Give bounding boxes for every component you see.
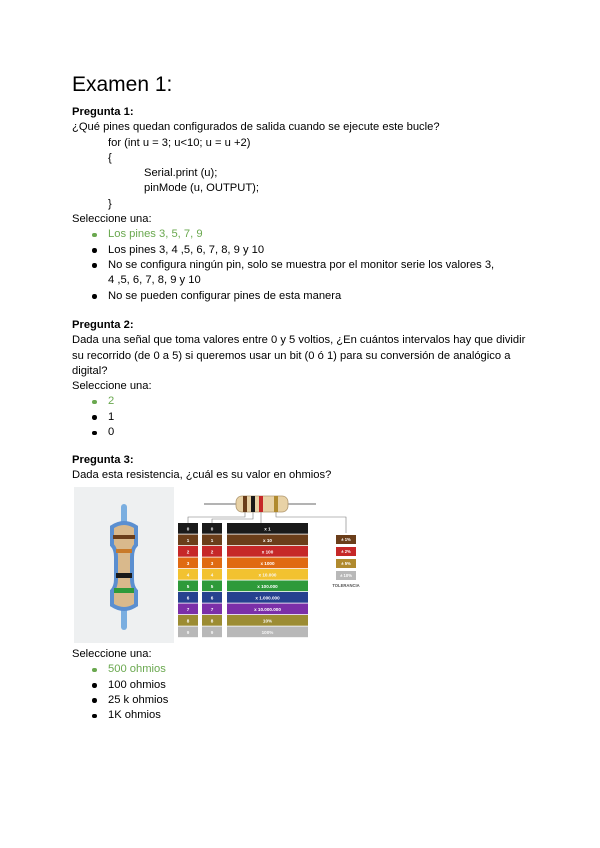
multiplier-label: x 1.000.000 [255, 595, 280, 601]
question-3-options [72, 647, 542, 723]
multiplier-label: x 10.000 [258, 572, 277, 578]
digit-label: 1 [210, 537, 214, 543]
option-item[interactable]: 100 ohmios [72, 678, 542, 693]
options-list [72, 227, 542, 303]
question-1-text: ¿Qué pines quedan configurados de salida cuando se ejecute este bucle? [72, 121, 440, 134]
digit-label: 8 [186, 618, 190, 624]
option-item[interactable]: 1K ohmios [72, 708, 542, 723]
digit-label: 5 [186, 583, 190, 589]
code-line: for (int u = 3; u<10; u = u +2) [108, 136, 251, 149]
resistor-image [74, 487, 174, 643]
options-list [72, 662, 542, 723]
question-1 [72, 105, 542, 304]
digit-label: 8 [210, 618, 214, 624]
question-2 [72, 318, 542, 440]
multiplier-label: 100% [261, 629, 274, 635]
option-item[interactable]: Los pines 3, 5, 7, 9 [72, 227, 542, 242]
multiplier-label: x 1 [264, 526, 271, 532]
digit-label: 0 [186, 526, 190, 532]
resistor-icon [74, 487, 174, 643]
question-3-heading: Pregunta 3: [72, 454, 134, 466]
code-line: pinMode (u, OUTPUT); [144, 182, 260, 195]
tolerance-value: ± 2% [341, 549, 351, 555]
option-item[interactable]: 0 [72, 425, 542, 440]
option-item[interactable]: No se pueden configurar pines de esta manera [72, 289, 542, 304]
select-prompt: Seleccione una: [72, 213, 152, 226]
question-2-text: Dada una señal que toma valores entre 0 y 5 voltios, ¿En cuántos intervalos hay que dividir su recorrido (de 0 a 5) si queremos usar un bit (0 ó 1) para su conversión de analógico a digital? [72, 334, 526, 377]
multiplier-label: x 100 [261, 549, 274, 555]
digit-label: 0 [210, 526, 214, 532]
multiplier-label: 10% [262, 618, 273, 624]
digit-label: 6 [210, 595, 214, 601]
digit-label: 9 [210, 629, 214, 635]
option-item[interactable]: 1 [72, 410, 542, 425]
question-3-text: Dada esta resistencia, ¿cuál es su valor en ohmios? [72, 469, 332, 482]
code-block [72, 136, 542, 212]
digit-label: 3 [210, 560, 214, 566]
digit-label: 5 [210, 583, 214, 589]
color-code-chart [176, 487, 426, 643]
question-1-heading: Pregunta 1: [72, 106, 134, 118]
select-prompt: Seleccione una: [72, 380, 152, 393]
digit-label: 3 [186, 560, 190, 566]
select-prompt: Seleccione una: [72, 648, 152, 660]
digit-label: 7 [210, 606, 214, 612]
digit-label: 9 [186, 629, 190, 635]
multiplier-label: x 10 [263, 537, 272, 543]
digit-label: 4 [186, 572, 190, 578]
tolerance-value: ± 1% [341, 537, 351, 543]
digit-label: 4 [210, 572, 214, 578]
multiplier-label: x 10.000.000 [254, 606, 281, 612]
tolerance-value: ± 10% [340, 573, 352, 579]
color-code-image [176, 487, 426, 643]
page-title: Examen 1: [72, 73, 173, 96]
digit-label: 7 [186, 606, 190, 612]
option-item[interactable]: 500 ohmios [72, 662, 542, 677]
option-item[interactable]: No se configura ningún pin, solo se muestra por el monitor serie los valores 3, 4 ,5, 6, 7, 8, 9 y 10 [72, 258, 542, 289]
digit-label: 2 [186, 549, 190, 555]
options-list [72, 394, 542, 440]
question-3 [72, 453, 542, 484]
option-item[interactable]: 25 k ohmios [72, 693, 542, 708]
question-2-heading: Pregunta 2: [72, 319, 134, 331]
digit-label: 2 [210, 549, 214, 555]
option-item[interactable]: 2 [72, 394, 542, 409]
multiplier-label: x 100.000 [257, 583, 278, 589]
digit-label: 1 [186, 537, 190, 543]
tolerance-value: ± 5% [341, 561, 351, 567]
tolerance-label: TOLERANCIA [332, 583, 360, 588]
option-item[interactable]: Los pines 3, 4 ,5, 6, 7, 8, 9 y 10 [72, 243, 542, 258]
code-line: Serial.print (u); [144, 167, 218, 180]
code-line: } [108, 197, 112, 210]
code-line: { [108, 151, 112, 164]
digit-label: 6 [186, 595, 190, 601]
multiplier-label: x 1000 [260, 560, 275, 566]
